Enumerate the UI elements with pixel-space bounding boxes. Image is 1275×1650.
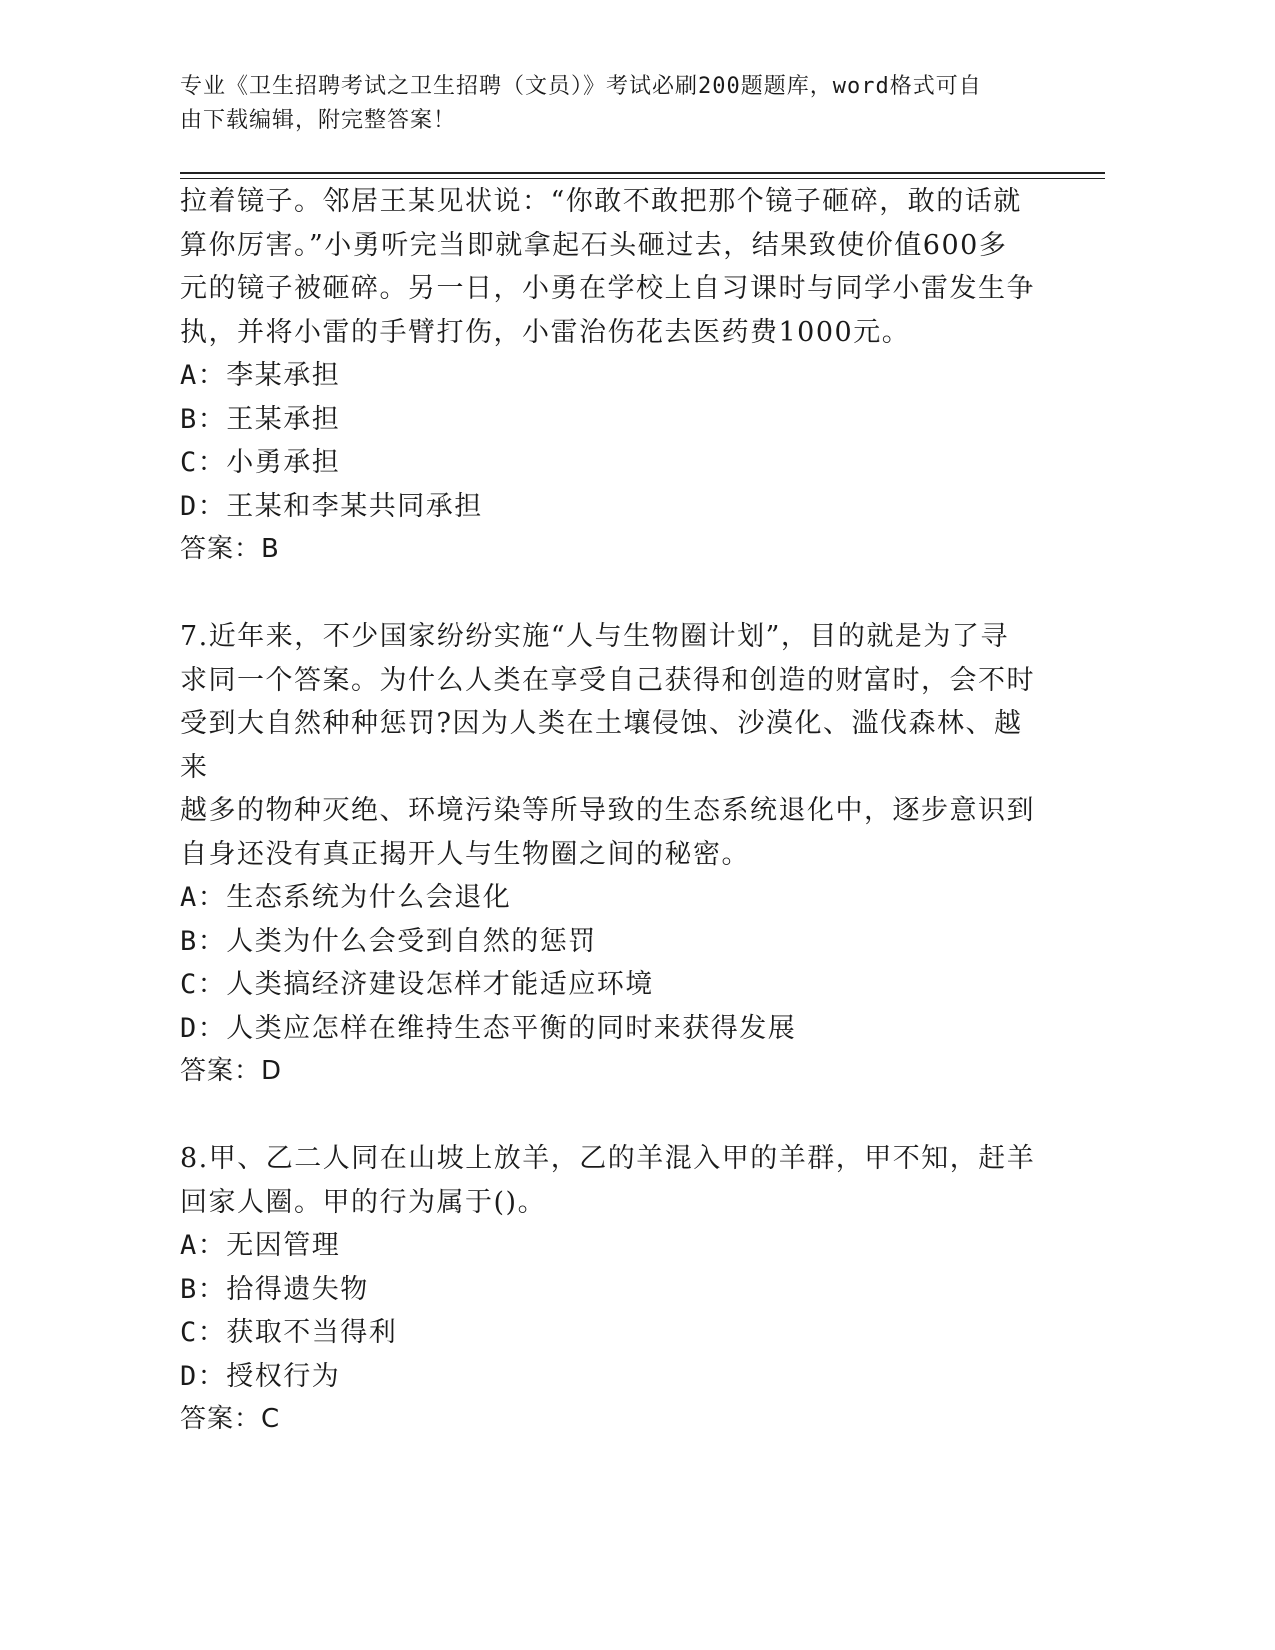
question-8-stem-line-2: 回家人圈。甲的行为属于()。 (180, 1186, 547, 1218)
question-7-stem-line-4: 越多的物种灭绝、环境污染等所导致的生态系统退化中，逐步意识到 (180, 795, 1035, 826)
question-6-option-c: C：小勇承担 (180, 447, 341, 478)
question-6 (180, 180, 1040, 572)
question-7-stem-line-3: 受到大自然种种惩罚?因为人类在土壤侵蚀、沙漠化、滥伐森林、越来 (180, 708, 1023, 783)
question-7-option-b: B：人类为什么会受到自然的惩罚 (180, 925, 597, 957)
question-6-answer: 答案：B (180, 534, 280, 564)
header-rule-thick (180, 172, 1105, 174)
question-7-option-a: A：生态系统为什么会退化 (180, 882, 512, 913)
question-8 (180, 1137, 1040, 1442)
question-6-stem-line-2: 算你厉害。”小勇听完当即就拿起石头砸过去，结果致使价值600多 (180, 229, 1008, 261)
question-7 (180, 615, 1040, 1094)
question-8-option-c: C：获取不当得利 (180, 1317, 398, 1348)
question-6-option-b: B：王某承担 (180, 403, 341, 435)
spacer (180, 1094, 1040, 1138)
question-6-stem-line-4: 执，并将小雷的手臂打伤，小雷治伤花去医药费1000元。 (180, 316, 911, 348)
question-8-option-b: B：拾得遗失物 (180, 1273, 369, 1305)
question-7-stem-line-1: 7.近年来，不少国家纷纷实施“人与生物圈计划”，目的就是为了寻 (180, 621, 1009, 652)
spacer (180, 572, 1040, 616)
question-8-stem-line-1: 8.甲、乙二人同在山坡上放羊，乙的羊混入甲的羊群，甲不知，赶羊 (180, 1143, 1036, 1174)
header-line-2: 由下载编辑，附完整答案！ (180, 108, 457, 133)
question-8-answer: 答案：C (180, 1404, 281, 1434)
question-6-stem-line-3: 元的镜子被砸碎。另一日，小勇在学校上自习课时与同学小雷发生争 (180, 273, 1035, 304)
question-6-option-d: D：王某和李某共同承担 (180, 490, 483, 522)
question-content (180, 180, 1040, 1442)
document-header (180, 70, 1040, 138)
question-7-stem-line-5: 自身还没有真正揭开人与生物圈之间的秘密。 (180, 838, 750, 870)
question-7-answer: 答案：D (180, 1056, 283, 1086)
question-8-option-a: A：无因管理 (180, 1230, 341, 1261)
header-rule-thin (180, 178, 1105, 179)
question-7-option-d: D：人类应怎样在维持生态平衡的同时来获得发展 (180, 1012, 797, 1044)
question-6-stem-line-1: 拉着镜子。邻居王某见状说：“你敢不敢把那个镜子砸碎，敢的话就 (180, 186, 1022, 217)
header-line-1: 专业《卫生招聘考试之卫生招聘（文员）》考试必刷200题题库，word格式可自 (180, 74, 982, 99)
question-8-option-d: D：授权行为 (180, 1360, 341, 1392)
question-6-option-a: A：李某承担 (180, 360, 341, 391)
question-7-stem-line-2: 求同一个答案。为什么人类在享受自己获得和创造的财富时，会不时 (180, 664, 1035, 696)
question-7-option-c: C：人类搞经济建设怎样才能适应环境 (180, 969, 654, 1000)
